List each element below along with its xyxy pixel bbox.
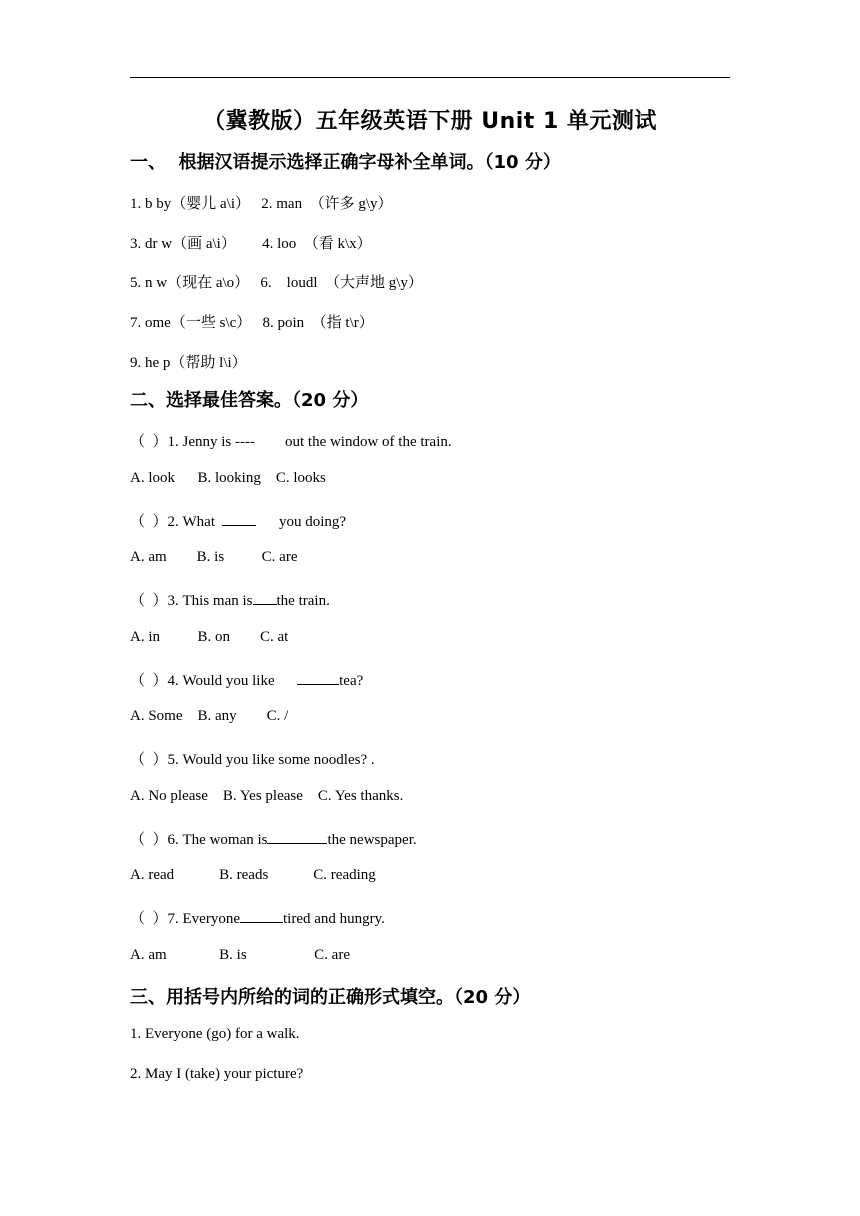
q2-text-pre: （ ）2. What [130,514,223,530]
section-2-heading: 二、选择最佳答案。（20 分） [130,390,369,411]
question-7 [130,907,385,928]
q3-blank[interactable] [253,591,277,605]
answers-3: A. in B. on C. at [130,629,289,645]
s3-line-2: 2. May I (take) your picture? [130,1066,304,1082]
q2-blank[interactable] [222,512,256,526]
answers-7: A. am B. is C. are [130,947,350,963]
q3-text-post: the train. [276,593,330,609]
q6-text-pre: （ ）6. The woman is [130,832,268,848]
q2-text-post: you doing? [256,514,347,530]
question-4 [130,669,363,690]
answers-4: A. Some B. any C. / [130,708,289,724]
question-3 [130,589,330,610]
section-1-heading: 一、 根据汉语提示选择正确字母补全单词。（10 分） [130,152,561,173]
q4-blank[interactable] [297,671,339,685]
page-title: （冀教版）五年级英语下册 Unit 1 单元测试 [203,109,657,134]
question-1: （ ）1. Jenny is ---- out the window of the train. [130,434,452,450]
s1-line-4: 7. ome（一些 s\c） 8. poin （指 t\r） [130,315,374,331]
q4-text-post: tea? [339,673,364,689]
q6-text-post: the newspaper. [327,832,417,848]
section-3-heading: 三、用括号内所给的词的正确形式填空。（20 分） [130,987,531,1008]
q7-blank[interactable] [240,909,283,923]
q7-text-post: tired and hungry. [282,911,385,927]
answers-2: A. am B. is C. are [130,549,298,565]
q7-text-pre: （ ）7. Everyone [130,911,240,927]
s1-line-2: 3. dr w（画 a\i） 4. loo （看 k\x） [130,236,372,252]
question-6 [130,828,417,849]
answers-1: A. look B. looking C. looks [130,470,326,486]
question-2 [130,510,346,531]
q6-blank[interactable] [267,830,327,844]
s1-line-5: 9. he p（帮助 l\i） [130,355,247,371]
answers-5: A. No please B. Yes please C. Yes thanks. [130,788,404,804]
question-5: （ ）5. Would you like some noodles? . [130,752,375,768]
s1-line-1: 1. b by（婴儿 a\i） 2. man （许多 g\y） [130,196,393,212]
q3-text-pre: （ ）3. This man is [130,593,253,609]
s1-line-3: 5. n w（现在 a\o） 6. loudl （大声地 g\y） [130,275,423,291]
s3-line-1: 1. Everyone (go) for a walk. [130,1026,300,1042]
header-rule [130,77,730,78]
q4-text-pre: （ ）4. Would you like [130,673,298,689]
answers-6: A. read B. reads C. reading [130,867,376,883]
